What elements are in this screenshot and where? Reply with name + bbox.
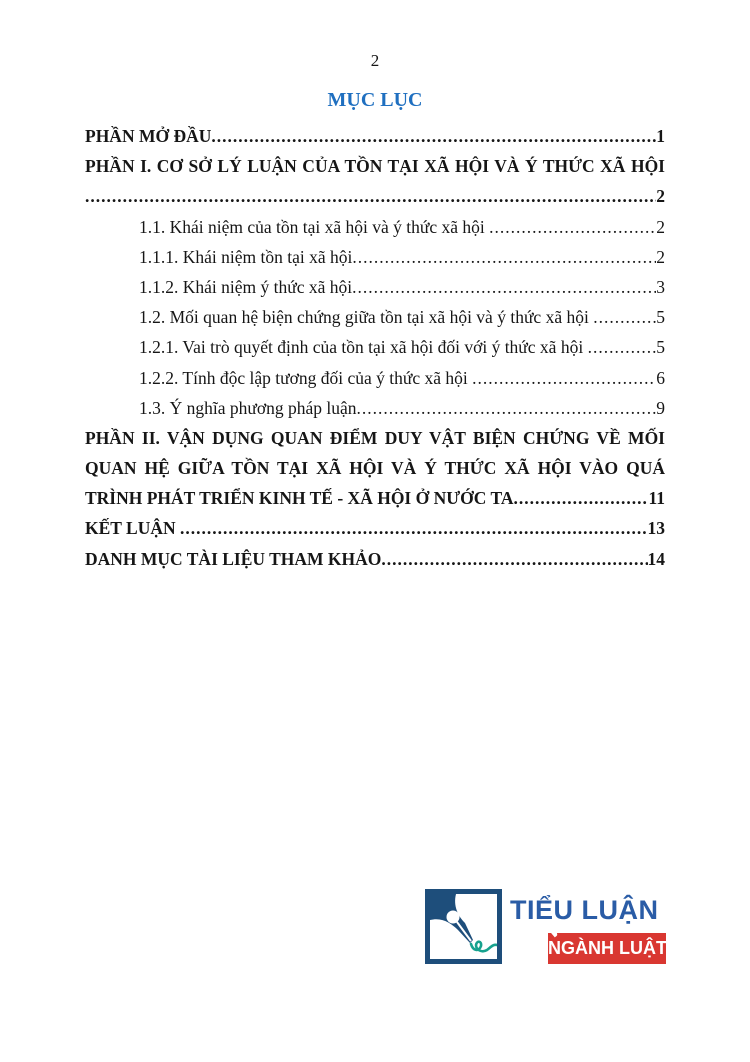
toc-entry-text: 1.1. Khái niệm của tồn tại xã hội và ý thức xã hội [139,216,490,237]
dot-leader [489,212,656,242]
toc-row [85,363,665,393]
toc-page-number: 1 [656,126,665,146]
dot-leader [85,181,656,211]
dot-leader [352,242,656,272]
toc-page-number: 5 [656,307,665,328]
toc-entry-text: PHẦN MỞ ĐẦU [85,126,212,146]
dot-leader [211,121,656,151]
toc-title: MỤC LỤC [327,89,423,111]
toc-page-number: 6 [656,367,665,388]
toc-page-number: 9 [656,397,665,418]
dot-leader [593,302,656,332]
logo-title: TIỂU LUẬN [510,895,659,925]
toc-row [85,302,665,332]
toc-row: PHẦN I. CƠ SỞ LÝ LUẬN CỦA TỒN TẠI XÃ HỘI VÀ Ý THỨC XÃ HỘI [85,156,665,177]
toc-entry-text: 1.1.2. Khái niệm ý thức xã hội [139,276,353,297]
toc-row: QUAN HỆ GIỮA TỒN TẠI XÃ HỘI VÀ Ý THỨC XÃ HỘI VÀO QUÁ [85,458,665,479]
toc-page-number: 13 [647,518,665,539]
toc-page-number: 2 [656,246,665,267]
toc-row [85,513,665,543]
toc-row [85,272,665,302]
toc-row [85,242,665,272]
dot-leader [472,363,656,393]
dot-leader [357,393,657,423]
toc-row [85,393,665,423]
toc-entry-text: 1.1.1. Khái niệm tồn tại xã hội [139,246,353,267]
toc-page-number: 2 [656,216,665,237]
toc-entry-text: 1.3. Ý nghĩa phương pháp luận [139,397,357,418]
toc-page-number: 14 [647,548,665,569]
toc-row [85,181,665,211]
page-number: 2 [370,51,380,70]
toc-row: PHẦN II. VẬN DỤNG QUAN ĐIỂM DUY VẬT BIỆN CHỨNG VỀ MỐI [85,427,665,448]
toc-row [85,121,665,151]
dot-leader [180,513,648,543]
toc-entry-text: 1.2.2. Tính độc lập tương đối của ý thức xã hội [139,367,473,388]
toc-page-number: 11 [648,488,665,509]
toc-row [85,212,665,242]
toc-entry-text: DANH MỤC TÀI LIỆU THAM KHẢO [85,548,382,569]
toc-row [85,483,665,513]
toc-entry-text: 1.2. Mối quan hệ biện chứng giữa tồn tại xã hội và ý thức xã hội [139,307,594,328]
dot-leader [352,272,656,302]
toc-page-number: 5 [656,337,665,358]
dot-leader [588,332,657,362]
brand-logo [425,888,667,968]
toc-page-number: 2 [656,186,665,207]
toc-entry-text: TRÌNH PHÁT TRIỂN KINH TẾ - XÃ HỘI Ở NƯỚC TA [85,488,514,509]
toc-entry-text: KẾT LUẬN [85,518,180,539]
dot-leader [514,483,649,513]
toc-entry-text: 1.2.1. Vai trò quyết định của tồn tại xã hội đối với ý thức xã hội [139,337,588,358]
toc-row [85,332,665,362]
toc-list [85,121,665,574]
pen-nib-icon [425,889,502,964]
dot-leader [381,544,647,574]
toc-page-number: 3 [656,276,665,297]
toc-row [85,544,665,574]
logo-badge: NGÀNH LUẬT [548,933,666,964]
